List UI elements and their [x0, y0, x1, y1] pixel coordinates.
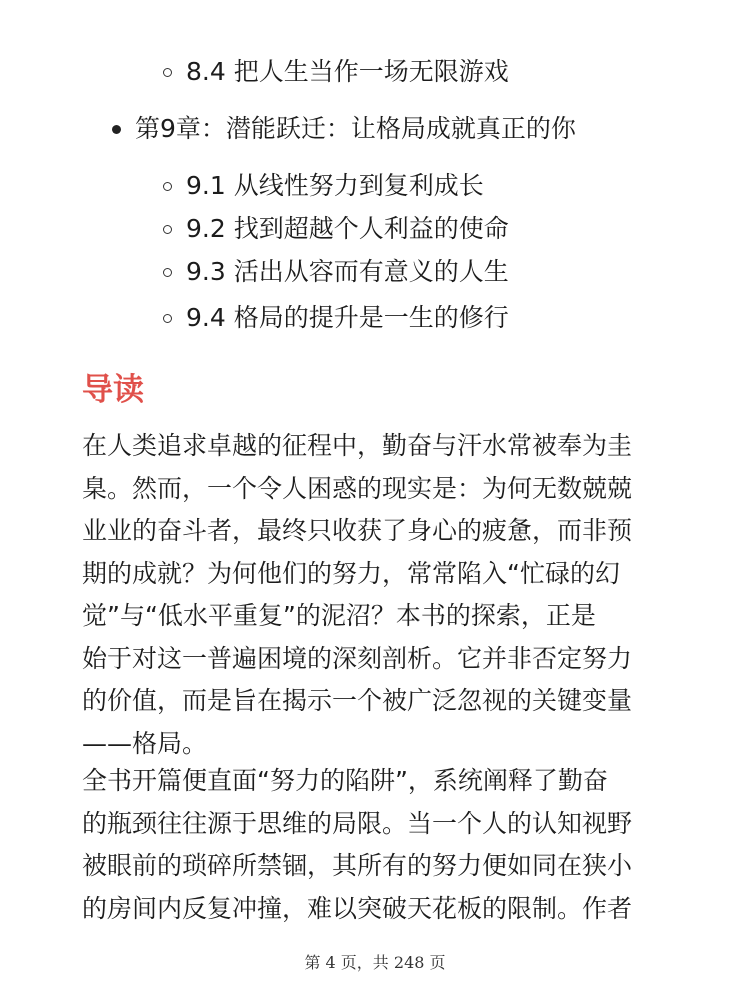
toc-chapter-text: 第9章：潜能跃迁：让格局成就真正的你 [135, 114, 576, 143]
toc-item-text: 8.4 把人生当作一场无限游戏 [186, 57, 509, 86]
paragraph-line: ——格局。 [82, 728, 208, 758]
toc-item-text: 9.3 活出从容而有意义的人生 [186, 257, 509, 286]
paragraph-line: 业业的奋斗者，最终只收获了身心的疲惫，而非预 [82, 516, 633, 545]
toc-item-text: 9.2 找到超越个人利益的使命 [186, 214, 509, 243]
toc-item [163, 298, 509, 338]
circle-bullet-icon [163, 182, 172, 191]
toc-item-text: 9.4 格局的提升是一生的修行 [186, 303, 509, 332]
section-heading-text: 导读 [82, 372, 144, 408]
toc-item [163, 252, 509, 292]
circle-bullet-icon [163, 314, 172, 323]
toc-item-text: 9.1 从线性努力到复利成长 [186, 171, 484, 200]
toc-chapter [112, 109, 576, 149]
circle-bullet-icon [163, 68, 172, 77]
paragraph-line: 始于对这一普遍困境的深刻剖析。它并非否定努力 [82, 643, 633, 673]
circle-bullet-icon [163, 225, 172, 234]
paragraph-line: 全书开篇便直面“努力的陷阱”，系统阐释了勤奋 [82, 766, 608, 795]
paragraph-line: 臬。然而，一个令人困惑的现实是：为何无数兢兢 [82, 473, 633, 503]
paragraph-line: 觉”与“低水平重复”的泥沼？本书的探索，正是 [82, 601, 596, 630]
paragraph-line: 的房间内反复冲撞，难以突破天花板的限制。作者 [82, 893, 633, 923]
paragraph-line: 在人类追求卓越的征程中，勤奋与汗水常被奉为圭 [82, 431, 633, 460]
section-heading [82, 364, 144, 416]
toc-item [163, 52, 509, 92]
paragraph-line: 的瓶颈往往源于思维的局限。当一个人的认知视野 [82, 808, 633, 838]
paragraph-line: 的价值，而是旨在揭示一个被广泛忽视的关键变量 [82, 686, 633, 715]
circle-bullet-icon [163, 268, 172, 277]
toc-item [163, 166, 484, 206]
intro-paragraph-2 [82, 760, 672, 930]
paragraph-line: 被眼前的琐碎所禁锢，其所有的努力便如同在狭小 [82, 851, 633, 880]
disc-bullet-icon [112, 125, 121, 134]
paragraph-line: 期的成就？为何他们的努力，常常陷入“忙碌的幻 [82, 558, 620, 588]
intro-paragraph-1 [82, 425, 672, 765]
page-number-label: 第 4 页，共 248 页 [304, 953, 446, 972]
page-number-footer [0, 951, 750, 975]
toc-item [163, 209, 509, 249]
